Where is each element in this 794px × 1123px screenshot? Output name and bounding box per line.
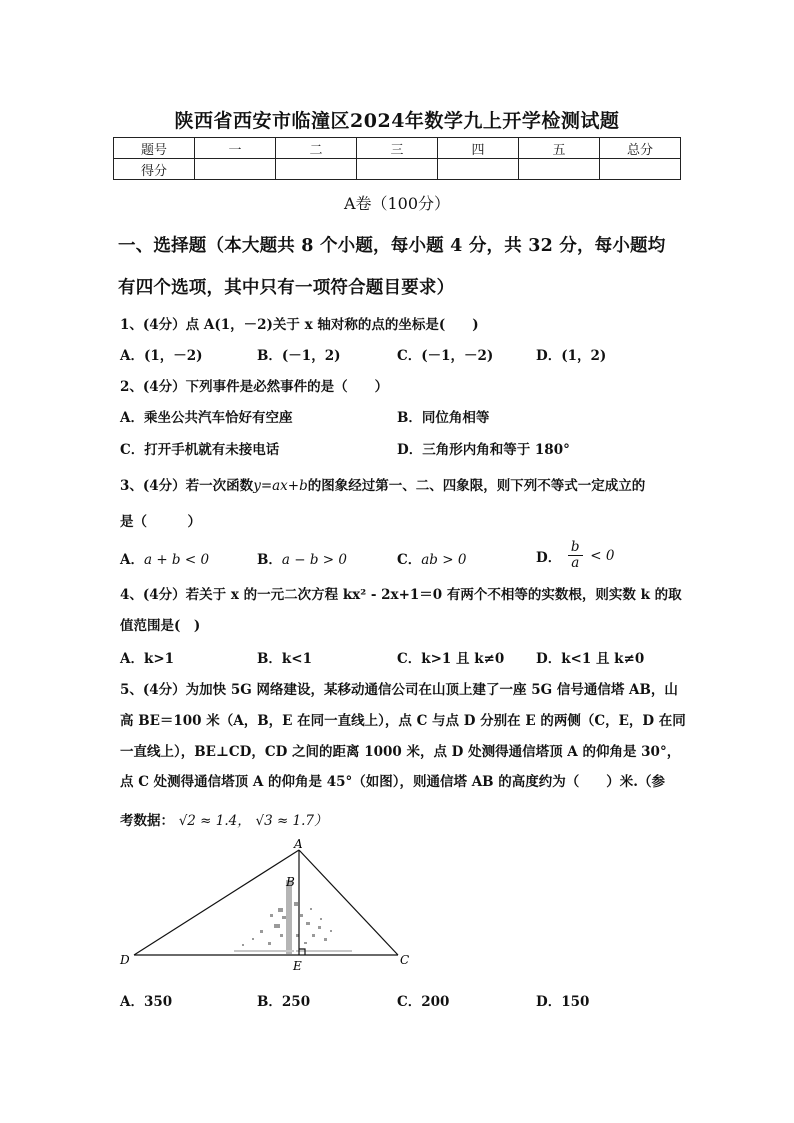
score-cell[interactable] bbox=[438, 159, 519, 180]
score-cell[interactable] bbox=[519, 159, 600, 180]
page-title: 陕西省西安市临潼区2024年数学九上开学检测试题 bbox=[174, 110, 620, 132]
q5-option-c[interactable]: C．200 bbox=[397, 994, 450, 1010]
q5-mountain-scatter bbox=[234, 880, 352, 954]
q4-option-a[interactable]: A．k>1 bbox=[120, 651, 175, 667]
q3-option-c[interactable] bbox=[397, 548, 466, 568]
label-a: A bbox=[294, 838, 303, 851]
score-table-header-row bbox=[114, 138, 681, 159]
q3-option-b-formula: a − b > 0 bbox=[281, 552, 347, 568]
q3-option-b[interactable] bbox=[257, 548, 347, 568]
section1-instructions-line1: 一、选择题（本大题共 8 个小题，每小题 4 分，共 32 分，每小题均 bbox=[118, 236, 666, 256]
q5-stem-line4: 点 C 处测得通信塔顶 A 的仰角是 45°（如图），则通信塔 AB 的高度约为（ ）米.（参 bbox=[120, 774, 665, 790]
label-d: D bbox=[120, 953, 130, 967]
score-table-score-row bbox=[114, 159, 681, 180]
q2-option-c[interactable]: C．打开手机就有未接电话 bbox=[120, 442, 280, 458]
q5-option-d[interactable]: D．150 bbox=[536, 994, 590, 1010]
q1-option-a[interactable]: A．(1，－2) bbox=[120, 348, 203, 364]
q3-fraction-numerator: b bbox=[568, 540, 583, 556]
q3-stem-before: 3、(4分）若一次函数 bbox=[120, 478, 254, 494]
q5-ref-sqrt3: √3 ≈ 1.7） bbox=[255, 813, 328, 829]
label-e: E bbox=[293, 959, 302, 973]
score-header-cell: 二 bbox=[276, 138, 357, 159]
score-cell[interactable] bbox=[195, 159, 276, 180]
line-ac bbox=[299, 850, 398, 955]
q3-option-d-label: D． bbox=[536, 549, 562, 566]
q3-option-a-formula: a + b < 0 bbox=[143, 552, 210, 568]
q2-option-b[interactable]: B．同位角相等 bbox=[397, 410, 490, 426]
q3-stem-line2: 是（ ） bbox=[120, 514, 201, 530]
section-a-heading: A卷（100分） bbox=[343, 194, 451, 213]
q1-stem: 1、(4分）点 A(1，－2)关于 x 轴对称的点的坐标是( ) bbox=[120, 317, 479, 333]
q5-reference-data bbox=[120, 809, 328, 829]
q2-option-a[interactable]: A．乘坐公共汽车恰好有空座 bbox=[120, 410, 293, 426]
q5-stem-line1: 5、(4分）为加快 5G 网络建设，某移动通信公司在山顶上建了一座 5G 信号通信塔 AB，山 bbox=[120, 682, 678, 698]
q3-fraction-denominator: a bbox=[571, 555, 580, 571]
q4-stem-line2: 值范围是( ) bbox=[120, 618, 201, 634]
q3-stem-formula: y=ax+b bbox=[253, 478, 308, 494]
q4-stem-line1: 4、(4分）若关于 x 的一元二次方程 kx² - 2x+1＝0 有两个不相等的实数根，则实数 k 的取 bbox=[120, 587, 682, 603]
q3-option-d-fraction bbox=[568, 540, 583, 571]
score-header-cell: 题号 bbox=[114, 138, 195, 159]
q3-option-a-label: A． bbox=[120, 552, 144, 568]
q3-option-c-label: C． bbox=[397, 552, 422, 568]
q1-option-c[interactable]: C．(－1，－2) bbox=[397, 348, 494, 364]
score-header-cell: 五 bbox=[519, 138, 600, 159]
q4-option-d[interactable]: D．k<1 且 k≠0 bbox=[536, 651, 645, 667]
label-c: C bbox=[400, 953, 410, 967]
score-row-label: 得分 bbox=[114, 159, 195, 180]
score-header-cell: 总分 bbox=[600, 138, 681, 159]
label-b: B bbox=[286, 875, 295, 889]
q5-option-b[interactable]: B．250 bbox=[257, 994, 311, 1010]
score-header-cell: 四 bbox=[438, 138, 519, 159]
q5-stem-line2: 高 BE＝100 米（A，B，E 在同一直线上），点 C 与点 D 分别在 E 的两侧（C，E，D 在同 bbox=[120, 713, 686, 729]
score-header-cell: 一 bbox=[195, 138, 276, 159]
q1-option-d[interactable]: D．(1，2) bbox=[536, 348, 607, 364]
q5-ref-sqrt2: √2 ≈ 1.4， bbox=[178, 813, 251, 829]
q3-stem bbox=[120, 474, 645, 494]
q5-triangle-lines bbox=[134, 850, 398, 955]
q5-triangle-figure bbox=[110, 838, 420, 978]
q3-stem-after: 的图象经过第一、二、四象限，则下列不等式一定成立的 bbox=[307, 478, 646, 494]
q3-option-d-rest: < 0 bbox=[590, 547, 615, 564]
q3-option-d[interactable] bbox=[536, 540, 614, 571]
q3-option-c-formula: ab > 0 bbox=[421, 552, 467, 568]
q4-option-b[interactable]: B．k<1 bbox=[257, 651, 312, 667]
section1-instructions-line2: 有四个选项，其中只有一项符合题目要求） bbox=[118, 278, 455, 298]
q5-stem-line3: 一直线上），BE⊥CD，CD 之间的距离 1000 米，点 D 处测得通信塔顶 A 的仰角是 30°， bbox=[120, 744, 681, 760]
q1-option-b[interactable]: B．(－1，2) bbox=[257, 348, 341, 364]
q3-option-b-label: B． bbox=[257, 552, 282, 568]
q3-option-a[interactable] bbox=[120, 548, 209, 568]
q2-stem: 2、(4分）下列事件是必然事件的是（ ） bbox=[120, 379, 389, 395]
score-cell[interactable] bbox=[276, 159, 357, 180]
score-cell[interactable] bbox=[600, 159, 681, 180]
q5-ref-label: 考数据： bbox=[120, 813, 174, 829]
q5-option-a[interactable]: A．350 bbox=[120, 994, 173, 1010]
q4-option-c[interactable]: C．k>1 且 k≠0 bbox=[397, 651, 505, 667]
score-header-cell: 三 bbox=[357, 138, 438, 159]
line-da bbox=[134, 850, 299, 955]
score-table bbox=[113, 137, 681, 180]
score-cell[interactable] bbox=[357, 159, 438, 180]
q2-option-d[interactable]: D．三角形内角和等于 180° bbox=[397, 442, 570, 458]
